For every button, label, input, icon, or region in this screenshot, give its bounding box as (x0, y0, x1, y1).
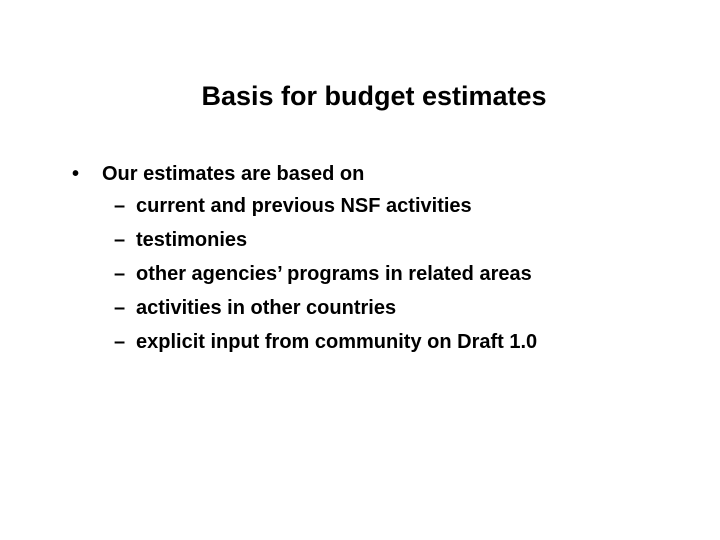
dash-marker: – (114, 331, 126, 353)
dash-marker: – (114, 263, 126, 285)
dash-marker: – (114, 195, 126, 217)
bullet-item-estimates-basis (72, 159, 692, 189)
sub-bullet-text: other agencies’ programs in related areas (136, 263, 532, 285)
sub-bullet-text: testimonies (136, 229, 248, 251)
sub-bullet-item (72, 257, 692, 291)
sub-bullet-text: current and previous NSF activities (136, 195, 472, 217)
sub-bullet-item (72, 223, 692, 257)
sub-bullet-item (72, 189, 692, 223)
dash-marker: – (114, 229, 126, 251)
sub-bullet-list (72, 189, 692, 359)
bullet-list (72, 159, 692, 359)
sub-bullet-text: explicit input from community on Draft 1.0 (136, 331, 538, 353)
sub-bullet-item (72, 325, 692, 359)
slide-title: Basis for budget estimates (201, 81, 547, 111)
sub-bullet-text: activities in other countries (136, 297, 397, 319)
bullet-marker: • (72, 163, 80, 185)
dash-marker: – (114, 297, 126, 319)
bullet-text: Our estimates are based on (102, 163, 365, 185)
sub-bullet-item (72, 291, 692, 325)
